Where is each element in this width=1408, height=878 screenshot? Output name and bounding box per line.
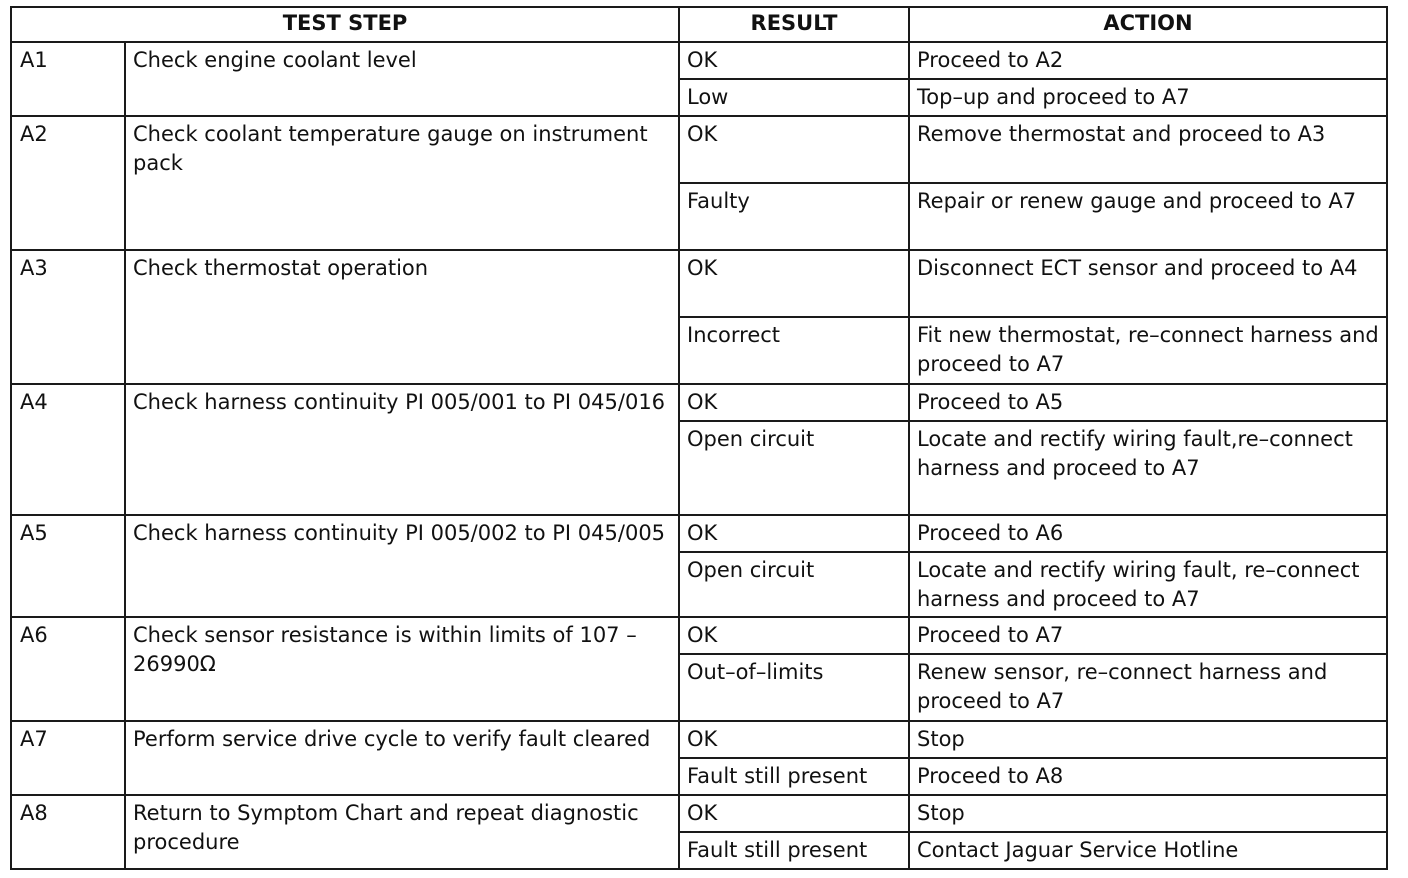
action-cell: Proceed to A8 [909, 758, 1387, 795]
action-cell: Stop [909, 795, 1387, 832]
table-row [11, 617, 1387, 654]
table-row [11, 515, 1387, 552]
step-description: Check engine coolant level [125, 42, 679, 116]
result-cell: Faulty [679, 183, 909, 250]
step-description: Perform service drive cycle to verify fault cleared [125, 721, 679, 795]
action-cell: Proceed to A2 [909, 42, 1387, 79]
action-cell: Proceed to A6 [909, 515, 1387, 552]
result-cell: OK [679, 515, 909, 552]
step-id: A6 [11, 617, 125, 721]
step-id: A3 [11, 250, 125, 384]
header-test-step: TEST STEP [11, 7, 679, 42]
action-cell: Fit new thermostat, re–connect harness and proceed to A7 [909, 317, 1387, 384]
diagnostic-table [10, 6, 1388, 870]
result-cell: OK [679, 42, 909, 79]
table-row [11, 250, 1387, 317]
step-description: Check thermostat operation [125, 250, 679, 384]
action-cell: Locate and rectify wiring fault,re–connect harness and proceed to A7 [909, 421, 1387, 515]
step-description: Return to Symptom Chart and repeat diagnostic procedure [125, 795, 679, 869]
result-cell: Low [679, 79, 909, 116]
action-cell: Locate and rectify wiring fault, re–connect harness and proceed to A7 [909, 552, 1387, 617]
result-cell: OK [679, 250, 909, 317]
step-description: Check harness continuity PI 005/001 to PI 045/016 [125, 384, 679, 515]
step-id: A7 [11, 721, 125, 795]
action-cell: Top–up and proceed to A7 [909, 79, 1387, 116]
result-cell: Fault still present [679, 758, 909, 795]
step-description: Check harness continuity PI 005/002 to PI 045/005 [125, 515, 679, 617]
header-action: ACTION [909, 7, 1387, 42]
action-cell: Proceed to A7 [909, 617, 1387, 654]
step-id: A8 [11, 795, 125, 869]
result-cell: Fault still present [679, 832, 909, 869]
table-row [11, 116, 1387, 183]
action-cell: Remove thermostat and proceed to A3 [909, 116, 1387, 183]
result-cell: OK [679, 721, 909, 758]
result-cell: OK [679, 384, 909, 421]
step-description: Check coolant temperature gauge on instrument pack [125, 116, 679, 250]
result-cell: OK [679, 617, 909, 654]
table-row [11, 384, 1387, 421]
action-cell: Proceed to A5 [909, 384, 1387, 421]
result-cell: Open circuit [679, 552, 909, 617]
action-cell: Stop [909, 721, 1387, 758]
table-row [11, 42, 1387, 79]
header-result: RESULT [679, 7, 909, 42]
header-row [11, 7, 1387, 42]
result-cell: Out–of–limits [679, 654, 909, 721]
result-cell: Incorrect [679, 317, 909, 384]
action-cell: Disconnect ECT sensor and proceed to A4 [909, 250, 1387, 317]
step-id: A1 [11, 42, 125, 116]
result-cell: OK [679, 795, 909, 832]
action-cell: Renew sensor, re–connect harness and proceed to A7 [909, 654, 1387, 721]
step-id: A4 [11, 384, 125, 515]
result-cell: Open circuit [679, 421, 909, 515]
table-row [11, 721, 1387, 758]
table-row [11, 795, 1387, 832]
action-cell: Repair or renew gauge and proceed to A7 [909, 183, 1387, 250]
step-description: Check sensor resistance is within limits of 107 – 26990Ω [125, 617, 679, 721]
result-cell: OK [679, 116, 909, 183]
step-id: A2 [11, 116, 125, 250]
step-id: A5 [11, 515, 125, 617]
action-cell: Contact Jaguar Service Hotline [909, 832, 1387, 869]
